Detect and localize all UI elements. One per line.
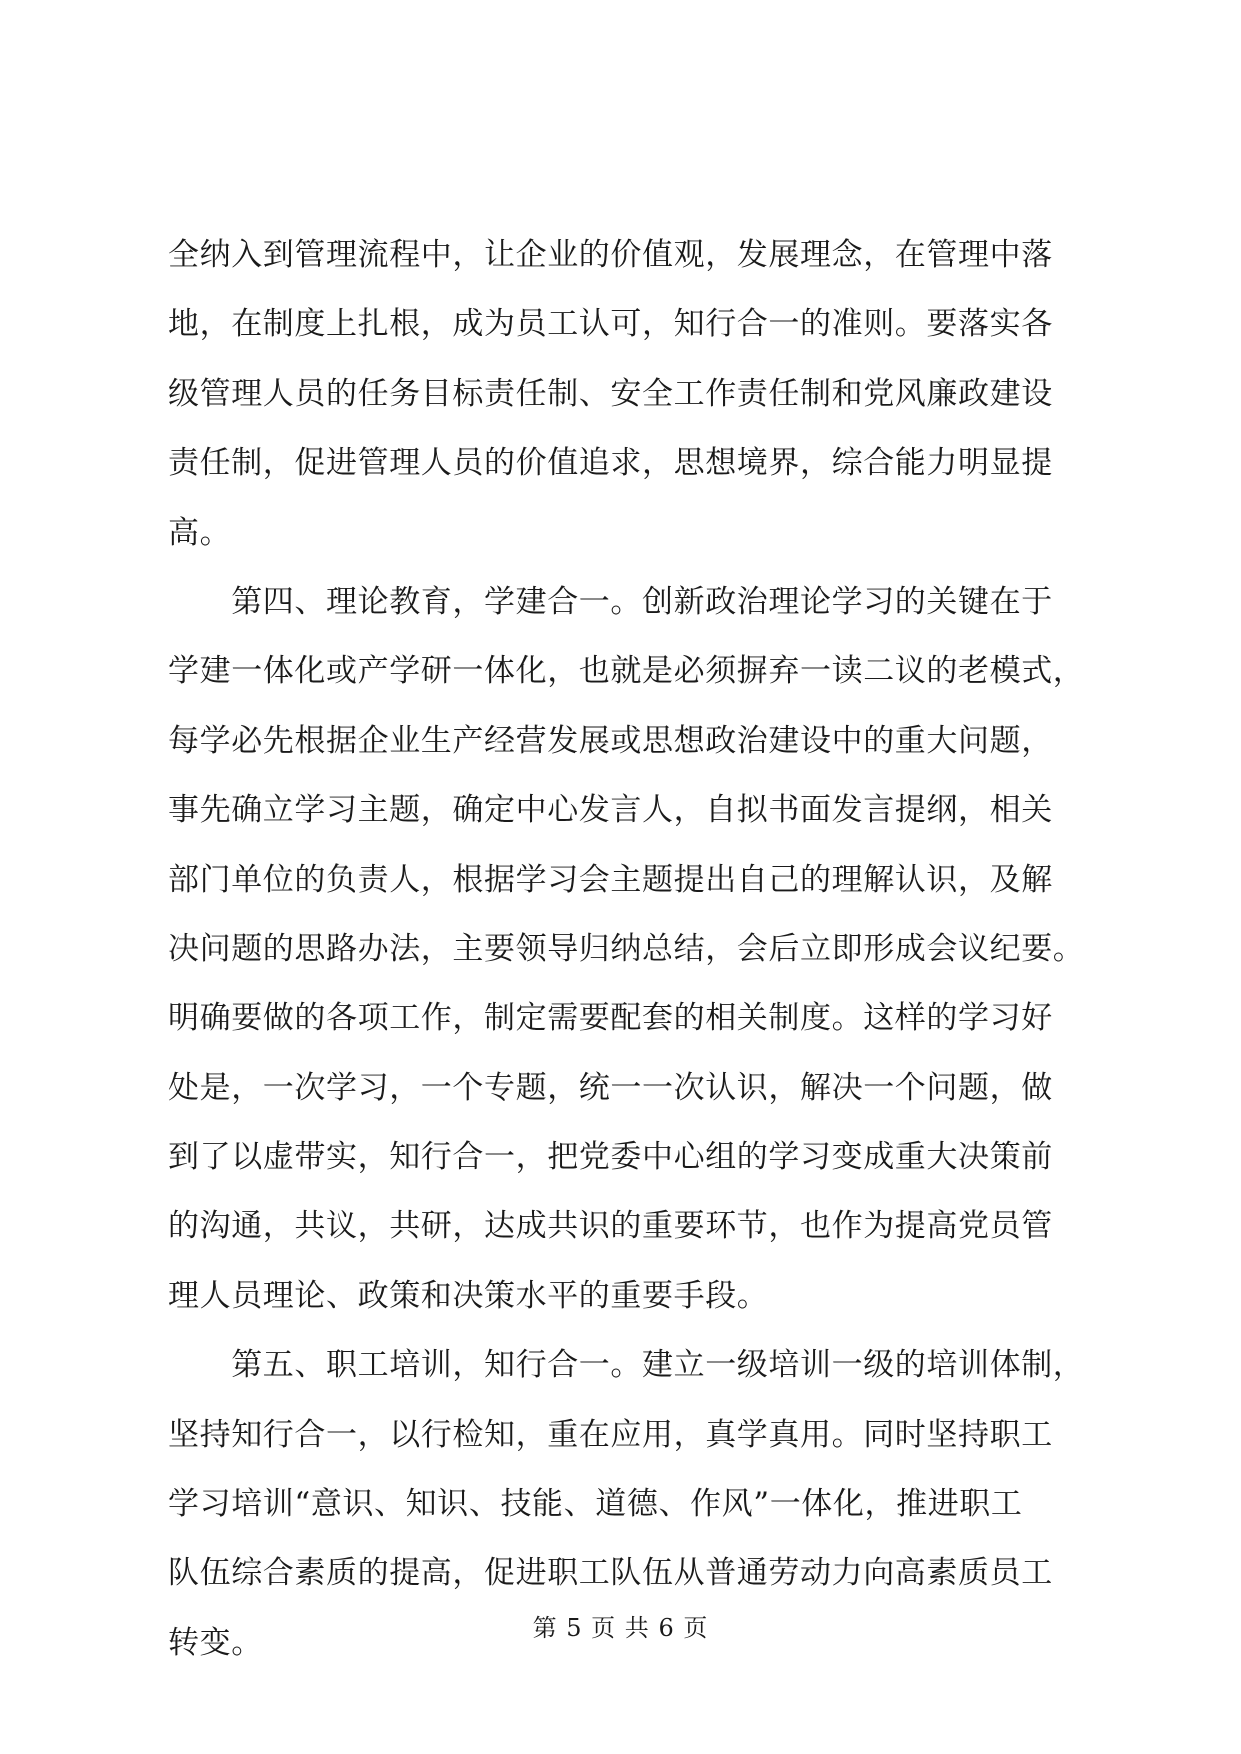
text-line: 高。 bbox=[168, 514, 232, 551]
page-number-footer: 第 5 页 共 6 页 bbox=[532, 1614, 709, 1642]
text-line: 级管理人员的任务目标责任制、安全工作责任制和党风廉政建设 bbox=[168, 375, 1053, 412]
text-line: 部门单位的负责人，根据学习会主题提出自己的理解认识，及解 bbox=[168, 861, 1053, 898]
text-line: 理人员理论、政策和决策水平的重要手段。 bbox=[168, 1277, 769, 1314]
text-line: 全纳入到管理流程中，让企业的价值观，发展理念，在管理中落 bbox=[168, 237, 1053, 273]
text-line: 责任制，促进管理人员的价值追求，思想境界，综合能力明显提 bbox=[168, 445, 1053, 482]
text-line: 事先确立学习主题，确定中心发言人，自拟书面发言提纲，相关 bbox=[168, 792, 1053, 829]
document-body bbox=[168, 230, 1088, 1687]
text-line: 每学必先根据企业生产经营发展或思想政治建设中的重大问题， bbox=[168, 722, 1053, 759]
text-line: 第五、职工培训，知行合一。建立一级培训一级的培训体制， bbox=[168, 1347, 1085, 1384]
text-line: 明确要做的各项工作，制定需要配套的相关制度。这样的学习好 bbox=[168, 1000, 1053, 1037]
text-line: 学建一体化或产学研一体化，也就是必须摒弃一读二议的老模式， bbox=[168, 653, 1085, 690]
text-line: 第四、理论教育，学建合一。创新政治理论学习的关键在于 bbox=[168, 583, 1053, 620]
text-line: 处是，一次学习，一个专题，统一一次认识，解决一个问题，做 bbox=[168, 1069, 1053, 1106]
text-line: 决问题的思路办法，主要领导归纳总结，会后立即形成会议纪要。 bbox=[168, 930, 1085, 967]
text-line: 地，在制度上扎根，成为员工认可，知行合一的准则。要落实各 bbox=[168, 306, 1053, 343]
text-line: 的沟通，共议，共研，达成共识的重要环节，也作为提高党员管 bbox=[168, 1208, 1053, 1245]
text-line: 队伍综合素质的提高，促进职工队伍从普通劳动力向高素质员工 bbox=[168, 1555, 1053, 1592]
text-line: 学习培训“意识、知识、技能、道德、作风”一体化，推进职工 bbox=[168, 1486, 1023, 1523]
text-line: 到了以虚带实，知行合一，把党委中心组的学习变成重大决策前 bbox=[168, 1139, 1053, 1176]
text-line: 转变。 bbox=[168, 1624, 263, 1661]
text-line: 坚持知行合一，以行检知，重在应用，真学真用。同时坚持职工 bbox=[168, 1416, 1053, 1453]
